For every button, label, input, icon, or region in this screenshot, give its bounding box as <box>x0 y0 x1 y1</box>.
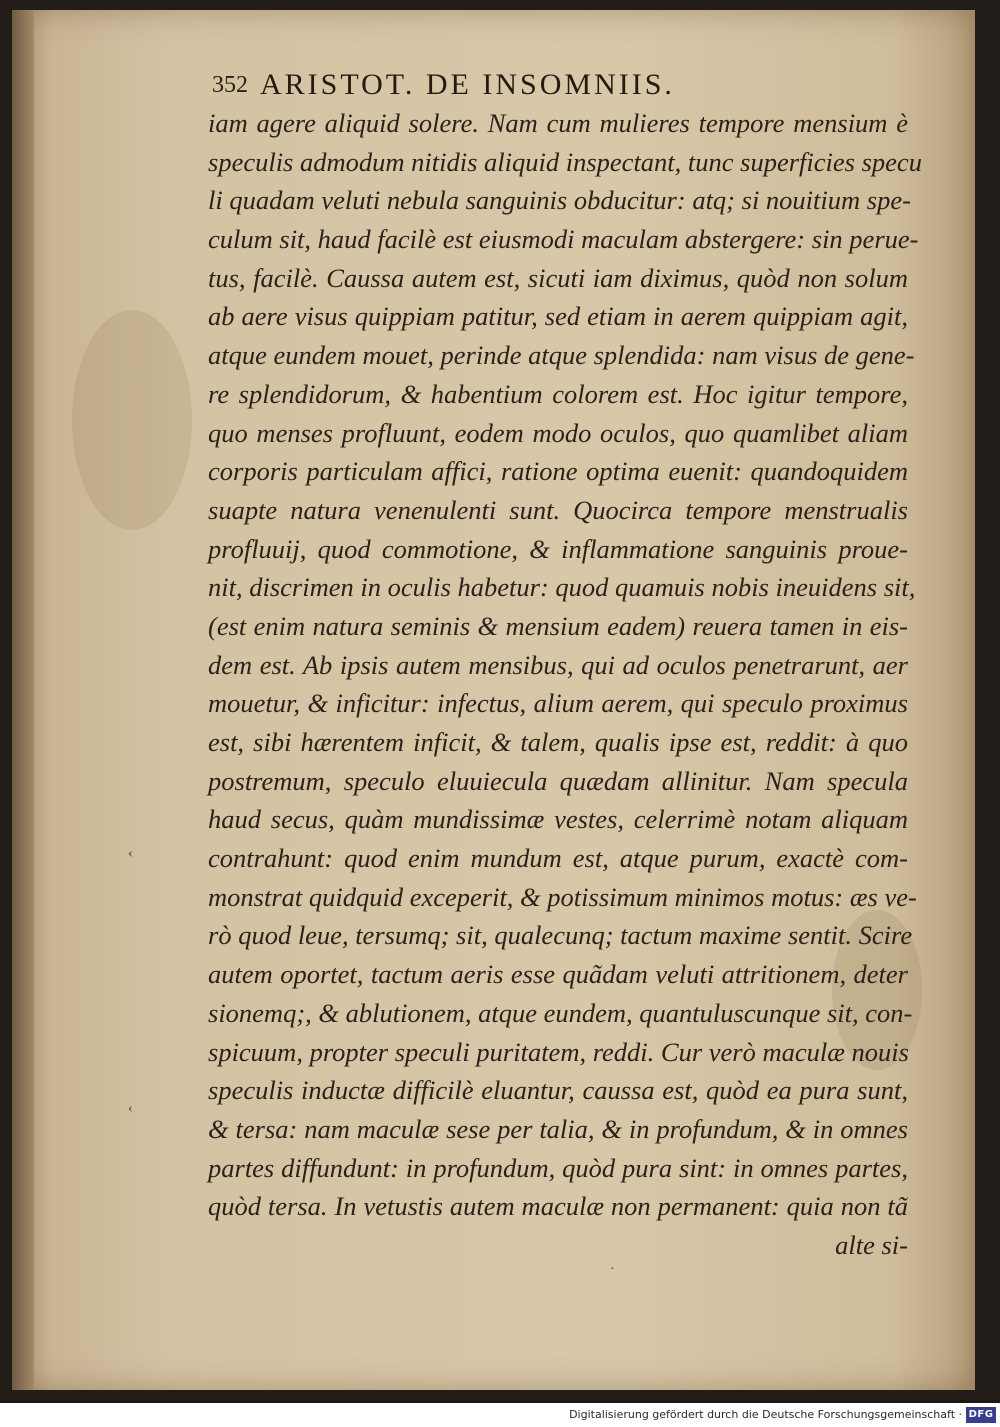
text-line: & tersa: nam maculæ sese per talia, & in profundum, & in omnes <box>208 1113 908 1144</box>
margin-mark: ‹ <box>128 846 133 861</box>
text-line: sionemq;, & ablutionem, atque eundem, quantuluscunque sit, con- <box>208 997 913 1028</box>
text-line: ab aere visus quippiam patitur, sed etiam in aerem quippiam agit, <box>208 301 908 332</box>
text-line: quòd tersa. In vetustis autem maculæ non permanent: quia non tã <box>208 1191 908 1222</box>
text-line: re splendidorum, & habentium colorem est. Hoc igitur tempore, <box>208 378 908 409</box>
text-line: atque eundem mouet, perinde atque splendida: nam visus de gene- <box>208 340 915 371</box>
text-line: corporis particulam affici, ratione optima euenit: quandoquidem <box>208 456 908 487</box>
text-line: nit, discrimen in oculis habetur: quod quamuis nobis ineuidens sit, <box>208 572 916 603</box>
page-stain <box>72 310 192 530</box>
dfg-logo-icon: DFG <box>966 1407 996 1423</box>
text-line: monstrat quidquid exceperit, & potissimum minimos motus: æs ve- <box>208 881 917 912</box>
text-line: spicuum, propter speculi puritatem, reddi. Cur verò maculæ nouis <box>208 1036 909 1067</box>
text-line: rò quod leue, tersumq; sit, qualecunq; tactum maxime sentit. Scire <box>208 920 913 951</box>
body-text <box>208 104 922 1265</box>
page-number: 352 <box>212 72 248 98</box>
text-line: profluuij, quod commotione, & inflammatione sanguinis proue- <box>208 533 908 564</box>
text-line: suapte natura venenulenti sunt. Quocirca tempore menstrualis <box>208 494 908 525</box>
text-line: est, sibi hærentem inficit, & talem, qualis ipse est, reddit: à quo <box>208 727 908 757</box>
margin-mark: ‹ <box>128 1101 133 1116</box>
page-header <box>212 68 852 108</box>
text-line: mouetur, & inficitur: infectus, alium aerem, qui speculo proximus <box>208 688 908 719</box>
text-line: postremum, speculo eluuiecula quædam allinitur. Nam specula <box>208 765 908 796</box>
page-gutter <box>12 10 34 1390</box>
text-line: autem oportet, tactum aeris esse quãdam veluti attritionem, deter <box>208 959 908 990</box>
text-line: (est enim natura seminis & mensium eadem) reuera tamen in eis- <box>208 610 908 641</box>
text-line: tus, facilè. Caussa autem est, sicuti iam diximus, quòd non solum <box>208 262 908 293</box>
footer-bar <box>0 1403 1000 1427</box>
text-line: culum sit, haud facilè est eiusmodi maculam abstergere: sin perue- <box>208 224 919 255</box>
text-line: speculis admodum nitidis aliquid inspectant, tunc superficies specu <box>208 146 922 177</box>
text-line: contrahunt: quod enim mundum est, atque purum, exactè com- <box>208 843 908 874</box>
text-line: haud secus, quàm mundissimæ vestes, celerrimè notam aliquam <box>208 804 908 835</box>
margin-mark: · <box>610 1262 615 1277</box>
text-line: dem est. Ab ipsis autem mensibus, qui ad oculos penetrarunt, aer <box>208 649 908 680</box>
funding-credit: Digitalisierung gefördert durch die Deutsche Forschungsgemeinschaft · <box>569 1408 962 1421</box>
running-title: ARISTOT. DE INSOMNIIS. <box>260 68 675 101</box>
text-line: partes diffundunt: in profundum, quòd pura sint: in omnes partes, <box>208 1152 908 1183</box>
text-line: li quadam veluti nebula sanguinis obducitur: atq; si nouitium spe- <box>208 185 911 216</box>
text-line: iam agere aliquid solere. Nam cum mulieres tempore mensium è <box>208 108 908 138</box>
text-line: speculis inductæ difficilè eluantur, caussa est, quòd ea pura sunt, <box>208 1075 908 1106</box>
text-line: quo menses profluunt, eodem modo oculos, quo quamlibet aliam <box>208 417 908 448</box>
text-line: alte si- <box>835 1229 908 1260</box>
